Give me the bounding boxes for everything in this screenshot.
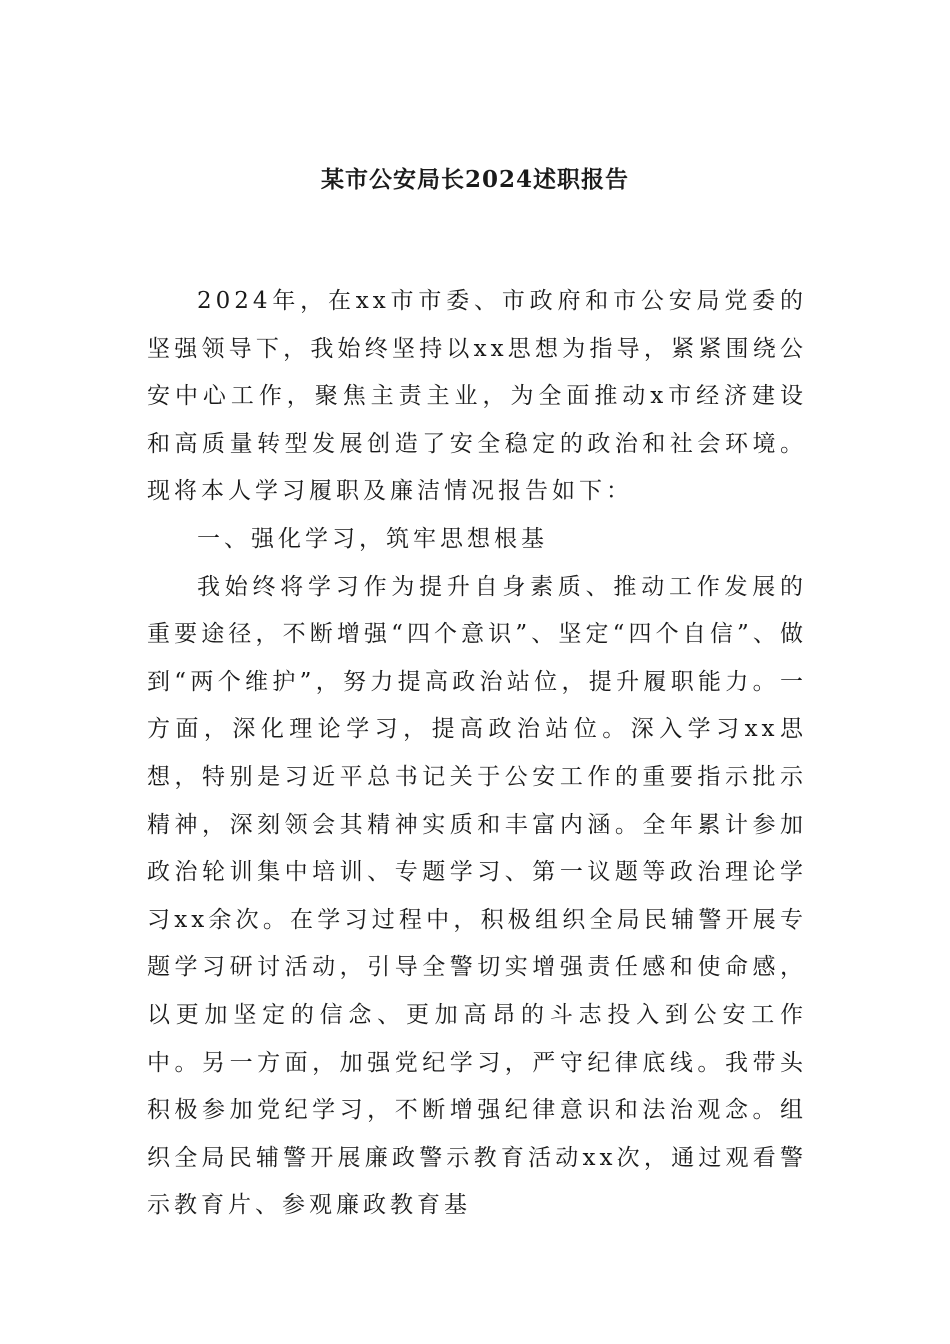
body-paragraph: 我始终将学习作为提升自身素质、推动工作发展的重要途径，不断增强“四个意识”、坚定“四个自信”、做到“两个维护”，努力提高政治站位，提升履职能力。一方面，深化理论学习，提高政治站位。深入学习xx思想，特别是习近平总书记关于公安工作的重要指示批示精神，深刻领会其精神实质和丰富内涵。全年累计参加政治轮训集中培训、专题学习、第一议题等政治理论学习xx余次。在学习过程中，积极组织全局民辅警开展专题学习研讨活动，引导全警切实增强责任感和使命感，以更加坚定的信念、更加高昂的斗志投入到公安工作中。另一方面，加强党纪学习，严守纪律底线。我带头积极参加党纪学习，不断增强纪律意识和法治观念。组织全局民辅警开展廉政警示教育活动xx次，通过观看警示教育片、参观廉政教育基 [147, 573, 807, 1219]
intro-paragraph: 2024年，在xx市市委、市政府和市公安局党委的坚强领导下，我始终坚持以xx思想为指导，紧紧围绕公安中心工作，聚焦主责主业，为全面推动x市经济建设和高质量转型发展创造了安全稳定的政治和社会环境。现将本人学习履职及廉洁情况报告如下： [147, 288, 807, 505]
document-body [147, 278, 807, 1230]
section-heading: 一、强化学习，筑牢思想根基 [197, 525, 548, 552]
document-title: 某市公安局长2024述职报告 [320, 166, 629, 193]
